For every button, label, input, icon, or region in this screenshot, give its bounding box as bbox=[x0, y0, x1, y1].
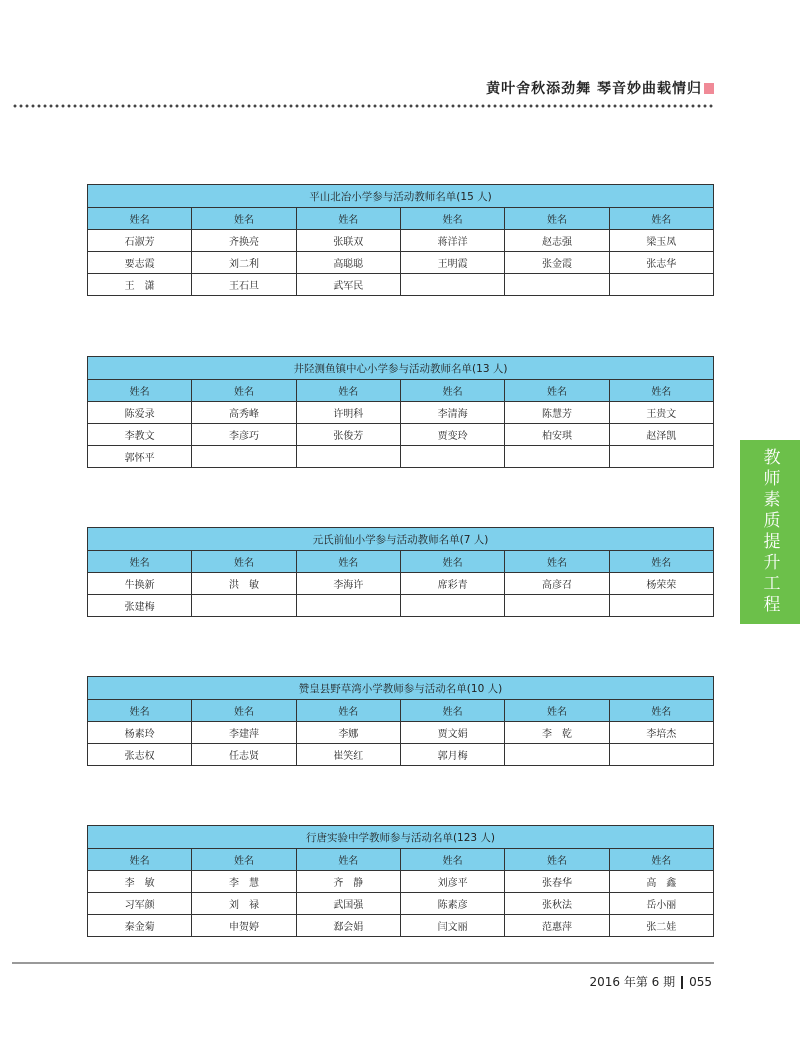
column-header: 姓名 bbox=[88, 380, 192, 402]
name-cell bbox=[505, 274, 609, 296]
table-header-row bbox=[88, 208, 714, 230]
name-cell: 席彩青 bbox=[400, 573, 504, 595]
table-header-row bbox=[88, 380, 714, 402]
side-tab-label: 教师素质提升工程 bbox=[759, 448, 780, 616]
table-row bbox=[88, 446, 714, 468]
table-row bbox=[88, 274, 714, 296]
column-header: 姓名 bbox=[609, 700, 713, 722]
name-cell: 范惠萍 bbox=[505, 915, 609, 937]
name-cell: 柏安琪 bbox=[505, 424, 609, 446]
name-cell: 梁玉凤 bbox=[609, 230, 713, 252]
table-row bbox=[88, 871, 714, 893]
name-cell: 王石旦 bbox=[192, 274, 296, 296]
table-row bbox=[88, 893, 714, 915]
name-cell: 李培杰 bbox=[609, 722, 713, 744]
column-header: 姓名 bbox=[192, 208, 296, 230]
name-cell: 李清海 bbox=[400, 402, 504, 424]
name-cell: 张建梅 bbox=[88, 595, 192, 617]
name-cell: 郭怀平 bbox=[88, 446, 192, 468]
table-title: 行唐实验中学教师参与活动名单(123 人) bbox=[88, 826, 714, 849]
column-header: 姓名 bbox=[505, 849, 609, 871]
name-cell bbox=[192, 446, 296, 468]
name-cell bbox=[296, 446, 400, 468]
table-title-row bbox=[88, 528, 714, 551]
name-cell: 贾变玲 bbox=[400, 424, 504, 446]
table-header-row bbox=[88, 849, 714, 871]
name-cell: 牛换新 bbox=[88, 573, 192, 595]
name-cell bbox=[400, 595, 504, 617]
name-cell: 李彦巧 bbox=[192, 424, 296, 446]
name-cell: 张志华 bbox=[609, 252, 713, 274]
column-header: 姓名 bbox=[505, 700, 609, 722]
name-cell bbox=[505, 595, 609, 617]
column-header: 姓名 bbox=[192, 700, 296, 722]
name-cell: 洪 敏 bbox=[192, 573, 296, 595]
name-cell: 习军颜 bbox=[88, 893, 192, 915]
name-cell: 崔笑红 bbox=[296, 744, 400, 766]
teacher-list-table bbox=[87, 356, 714, 468]
table-row bbox=[88, 915, 714, 937]
name-cell: 刘二利 bbox=[192, 252, 296, 274]
footer-separator bbox=[681, 976, 683, 989]
name-cell: 李教文 bbox=[88, 424, 192, 446]
name-cell: 陈素彦 bbox=[400, 893, 504, 915]
column-header: 姓名 bbox=[192, 849, 296, 871]
table-title-row bbox=[88, 677, 714, 700]
name-cell bbox=[400, 274, 504, 296]
column-header: 姓名 bbox=[400, 849, 504, 871]
name-cell: 张二娃 bbox=[609, 915, 713, 937]
issue-label: 2016 年第 6 期 bbox=[589, 975, 676, 989]
column-header: 姓名 bbox=[296, 208, 400, 230]
name-cell: 闫文丽 bbox=[400, 915, 504, 937]
name-cell bbox=[609, 274, 713, 296]
name-cell: 李 敏 bbox=[88, 871, 192, 893]
name-cell: 赵泽凯 bbox=[609, 424, 713, 446]
name-cell: 要志霞 bbox=[88, 252, 192, 274]
name-cell: 王贵文 bbox=[609, 402, 713, 424]
name-cell: 杨素玲 bbox=[88, 722, 192, 744]
table-row bbox=[88, 402, 714, 424]
name-cell bbox=[505, 744, 609, 766]
name-cell: 杨荣荣 bbox=[609, 573, 713, 595]
name-cell bbox=[609, 595, 713, 617]
name-cell: 张志权 bbox=[88, 744, 192, 766]
name-cell: 秦金菊 bbox=[88, 915, 192, 937]
table-title-row bbox=[88, 826, 714, 849]
name-cell bbox=[609, 744, 713, 766]
table-header-row bbox=[88, 700, 714, 722]
column-header: 姓名 bbox=[505, 551, 609, 573]
name-cell: 李 慧 bbox=[192, 871, 296, 893]
table-row bbox=[88, 573, 714, 595]
table-header-row bbox=[88, 551, 714, 573]
dotted-divider bbox=[12, 103, 714, 109]
column-header: 姓名 bbox=[88, 700, 192, 722]
name-cell: 武国强 bbox=[296, 893, 400, 915]
table-title: 赞皇县野草湾小学教师参与活动名单(10 人) bbox=[88, 677, 714, 700]
column-header: 姓名 bbox=[400, 208, 504, 230]
table-row bbox=[88, 722, 714, 744]
column-header: 姓名 bbox=[400, 380, 504, 402]
column-header: 姓名 bbox=[88, 208, 192, 230]
teacher-list-table bbox=[87, 825, 714, 937]
column-header: 姓名 bbox=[400, 551, 504, 573]
column-header: 姓名 bbox=[609, 849, 713, 871]
column-header: 姓名 bbox=[609, 551, 713, 573]
name-cell bbox=[400, 446, 504, 468]
name-cell: 高秀峰 bbox=[192, 402, 296, 424]
column-header: 姓名 bbox=[88, 849, 192, 871]
column-header: 姓名 bbox=[400, 700, 504, 722]
name-cell: 王明霞 bbox=[400, 252, 504, 274]
name-cell: 张金霞 bbox=[505, 252, 609, 274]
column-header: 姓名 bbox=[296, 380, 400, 402]
name-cell bbox=[505, 446, 609, 468]
name-cell: 张联双 bbox=[296, 230, 400, 252]
name-cell: 刘彦平 bbox=[400, 871, 504, 893]
name-cell: 郄会娟 bbox=[296, 915, 400, 937]
table-title-row bbox=[88, 185, 714, 208]
name-cell: 李娜 bbox=[296, 722, 400, 744]
section-side-tab bbox=[740, 440, 800, 624]
name-cell: 张俊芳 bbox=[296, 424, 400, 446]
column-header: 姓名 bbox=[192, 380, 296, 402]
name-cell: 刘 禄 bbox=[192, 893, 296, 915]
name-cell: 许明科 bbox=[296, 402, 400, 424]
name-cell bbox=[609, 446, 713, 468]
name-cell: 张春华 bbox=[505, 871, 609, 893]
name-cell: 陈爱录 bbox=[88, 402, 192, 424]
name-cell: 高聪聪 bbox=[296, 252, 400, 274]
footer-rule bbox=[12, 962, 714, 964]
name-cell bbox=[296, 595, 400, 617]
column-header: 姓名 bbox=[609, 208, 713, 230]
table-title: 元氏前仙小学参与活动教师名单(7 人) bbox=[88, 528, 714, 551]
table-row bbox=[88, 424, 714, 446]
name-cell: 齐 静 bbox=[296, 871, 400, 893]
running-header: 黄叶舍秋添劲舞 琴音妙曲载情归 bbox=[486, 81, 702, 97]
table-title-row bbox=[88, 357, 714, 380]
column-header: 姓名 bbox=[192, 551, 296, 573]
name-cell: 郭月梅 bbox=[400, 744, 504, 766]
table-row bbox=[88, 252, 714, 274]
name-cell: 李 乾 bbox=[505, 722, 609, 744]
name-cell: 石淑芳 bbox=[88, 230, 192, 252]
column-header: 姓名 bbox=[296, 849, 400, 871]
name-cell: 赵志强 bbox=[505, 230, 609, 252]
name-cell: 申贺婷 bbox=[192, 915, 296, 937]
name-cell: 高 鑫 bbox=[609, 871, 713, 893]
column-header: 姓名 bbox=[609, 380, 713, 402]
name-cell: 齐换亮 bbox=[192, 230, 296, 252]
name-cell: 岳小丽 bbox=[609, 893, 713, 915]
table-row bbox=[88, 595, 714, 617]
name-cell bbox=[192, 595, 296, 617]
teacher-list-table bbox=[87, 184, 714, 296]
column-header: 姓名 bbox=[505, 380, 609, 402]
table-title: 井陉测鱼镇中心小学参与活动教师名单(13 人) bbox=[88, 357, 714, 380]
column-header: 姓名 bbox=[505, 208, 609, 230]
name-cell: 李建萍 bbox=[192, 722, 296, 744]
name-cell: 贾文娟 bbox=[400, 722, 504, 744]
name-cell: 李海许 bbox=[296, 573, 400, 595]
name-cell: 陈慧芳 bbox=[505, 402, 609, 424]
table-row bbox=[88, 744, 714, 766]
column-header: 姓名 bbox=[88, 551, 192, 573]
name-cell: 蒋洋洋 bbox=[400, 230, 504, 252]
header-marker bbox=[704, 83, 714, 94]
page-footer bbox=[589, 973, 712, 990]
name-cell: 高彦召 bbox=[505, 573, 609, 595]
name-cell: 任志贤 bbox=[192, 744, 296, 766]
teacher-list-table bbox=[87, 527, 714, 617]
name-cell: 武军民 bbox=[296, 274, 400, 296]
table-row bbox=[88, 230, 714, 252]
name-cell: 张秋法 bbox=[505, 893, 609, 915]
teacher-list-table bbox=[87, 676, 714, 766]
column-header: 姓名 bbox=[296, 700, 400, 722]
name-cell: 王 潇 bbox=[88, 274, 192, 296]
table-title: 平山北冶小学参与活动教师名单(15 人) bbox=[88, 185, 714, 208]
column-header: 姓名 bbox=[296, 551, 400, 573]
page-number: 055 bbox=[689, 975, 712, 989]
